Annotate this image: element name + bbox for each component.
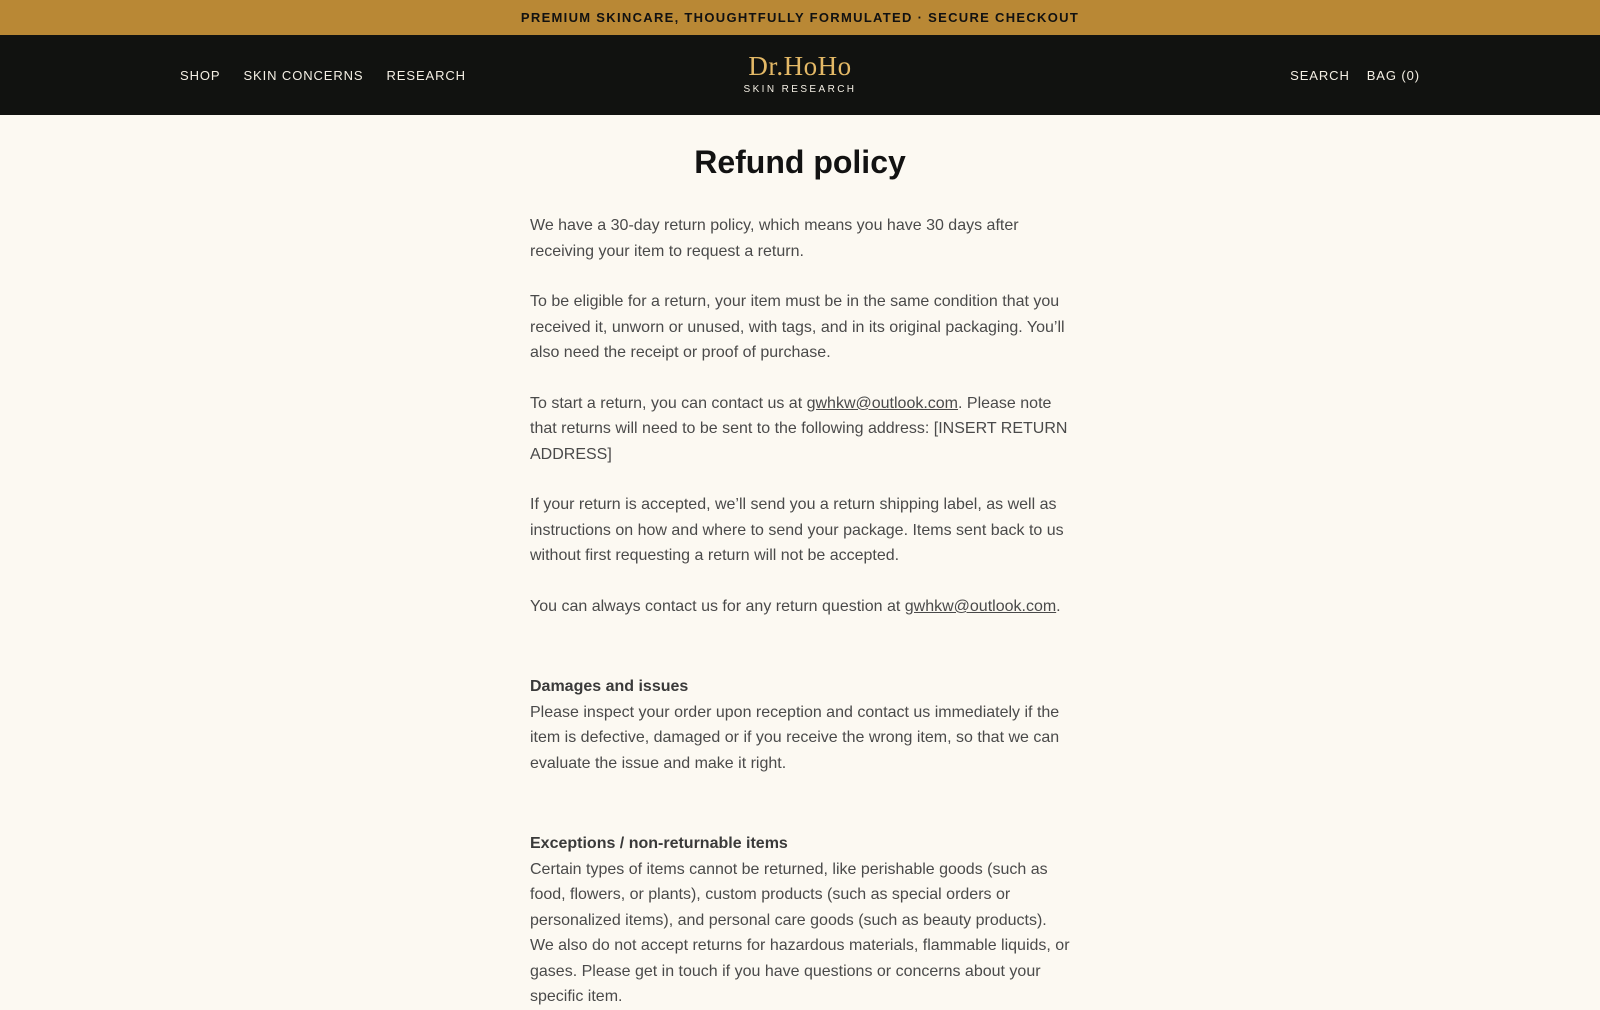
nav-shop[interactable]: SHOP [180, 67, 221, 83]
paragraph-text: . [1056, 597, 1061, 615]
exceptions-paragraph: Certain types of items cannot be returned, like perishable goods (such as food, flowers, or plants), custom products (such as special orders or personalized items), and personal care goods (such as beauty products). We also do not accept returns for hazardous materials, flammable liquids, or gases. Please get in touch if you have questions or concerns about your specific item. [530, 860, 1070, 1006]
section-spacer [530, 644, 1070, 674]
announcement-text: PREMIUM SKINCARE, THOUGHTFULLY FORMULATED · SECURE CHECKOUT [520, 10, 1080, 25]
policy-paragraph-5 [530, 594, 1070, 620]
site-header [0, 35, 1600, 115]
main-content [530, 115, 1070, 1010]
nav-research[interactable]: RESEARCH [386, 67, 466, 83]
policy-paragraph-4: If your return is accepted, we’ll send you a return shipping label, as well as instructions on how and where to send your package. Items sent back to us without first requesting a return will not be accepted. [530, 496, 1064, 565]
page-title: Refund policy [694, 144, 906, 180]
utility-nav [1290, 35, 1420, 115]
exceptions-heading: Exceptions / non-returnable items [530, 835, 788, 853]
logo-name: Dr.HoHo [748, 51, 852, 81]
paragraph-text: . Please note that returns will need to be sent to the following address: [INSERT RETURN ADDRESS] [530, 394, 1068, 463]
bag-link[interactable]: BAG (0) [1366, 67, 1420, 83]
paragraph-text: You can always contact us for any return question at [530, 597, 905, 615]
logo-tagline: SKIN RESEARCH [743, 84, 857, 95]
policy-paragraph-3 [530, 391, 1070, 468]
section-spacer [530, 801, 1070, 831]
announcement-bar [0, 0, 1600, 35]
policy-paragraph-2: To be eligible for a return, your item must be in the same condition that you received it, unworn or unused, with tags, and in its original packaging. You’ll also need the receipt or proof of purchase. [530, 293, 1065, 362]
contact-email-link[interactable]: gwhkw@outlook.com [904, 597, 1057, 615]
nav-skin-concerns[interactable]: SKIN CONCERNS [243, 67, 364, 83]
damages-heading: Damages and issues [530, 678, 689, 696]
contact-email-link[interactable]: gwhkw@outlook.com [806, 394, 959, 412]
damages-paragraph: Please inspect your order upon reception and contact us immediately if the item is defective, damaged or if you receive the wrong item, so that we can evaluate the issue and make it right. [530, 703, 1060, 772]
policy-content [530, 213, 1070, 1010]
paragraph-text: To start a return, you can contact us at [530, 394, 807, 412]
search-link[interactable]: SEARCH [1290, 67, 1350, 83]
policy-paragraph-1: We have a 30-day return policy, which means you have 30 days after receiving your item to request a return. [530, 217, 1019, 260]
